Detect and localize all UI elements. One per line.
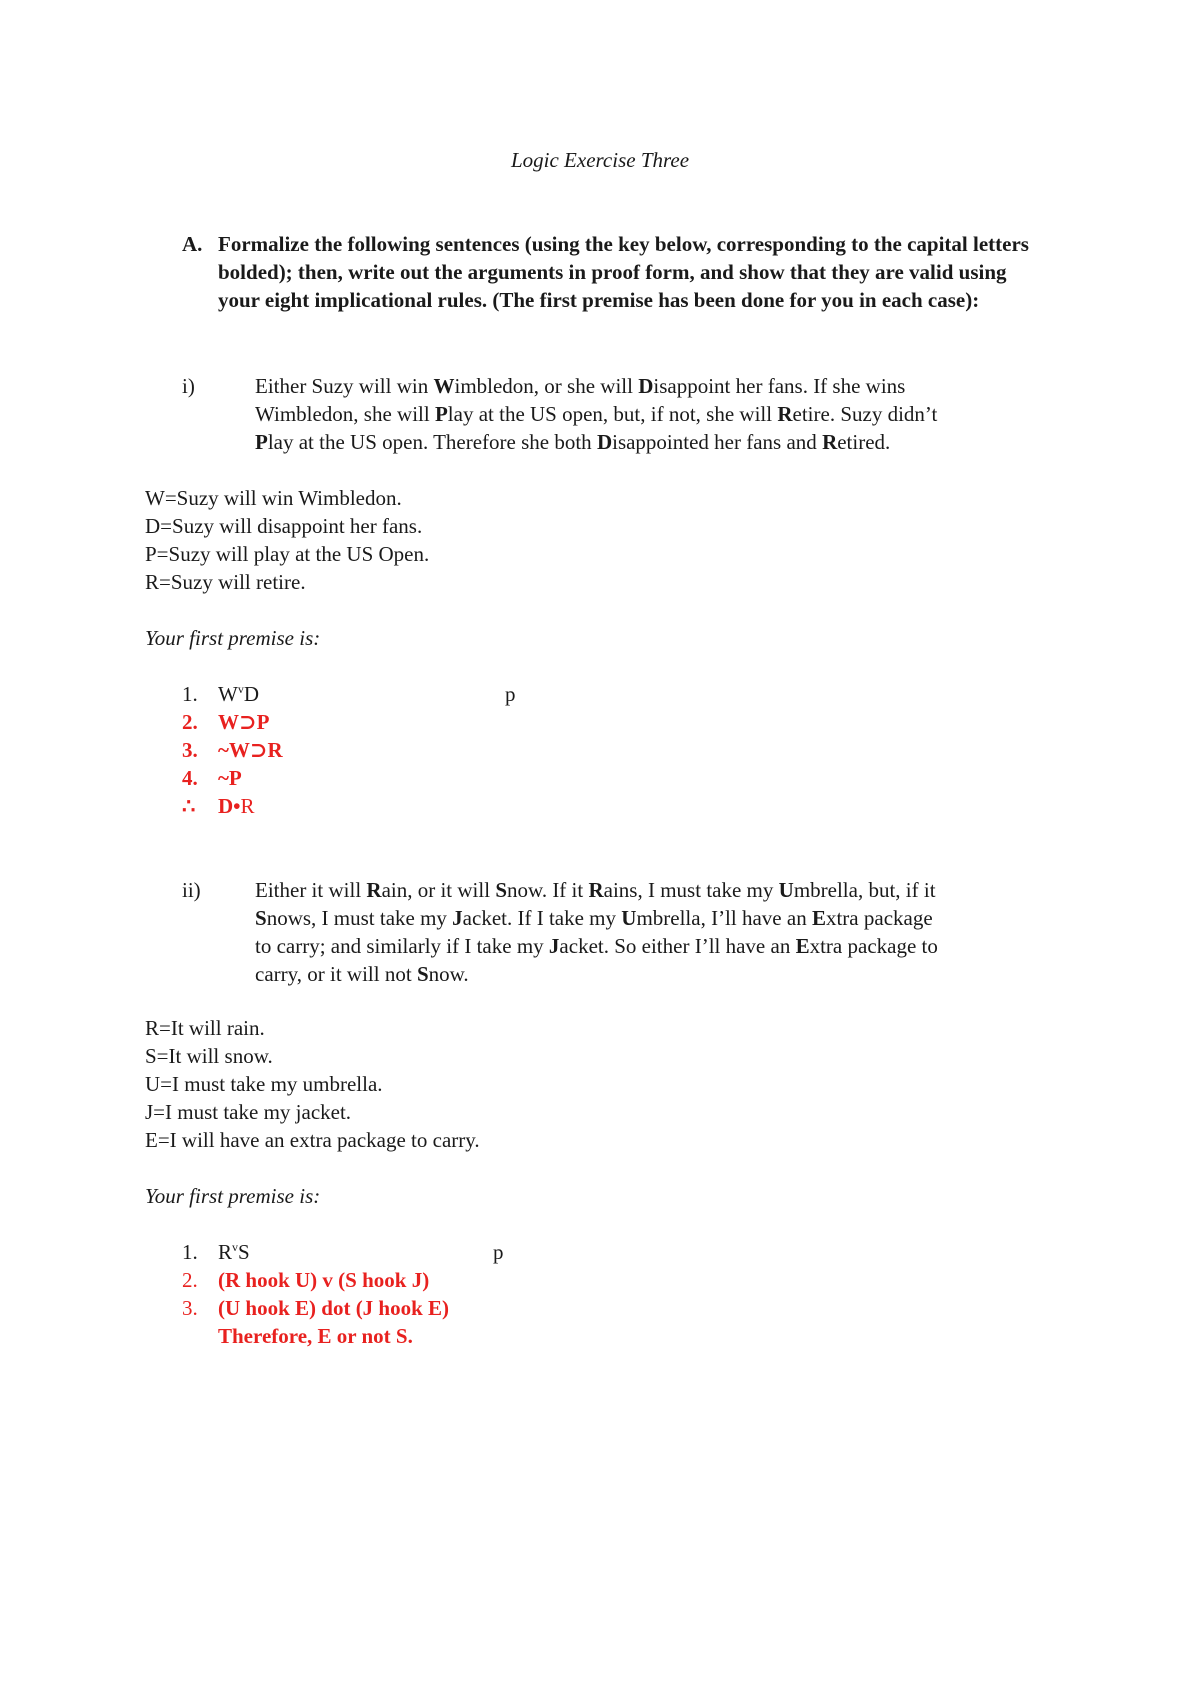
proof-step: (U hook E) dot (J hook E) [218, 1296, 450, 1320]
proof-step: (R hook U) v (S hook J) [218, 1268, 430, 1292]
exercise-2-label: ii) [182, 878, 201, 902]
therefore-symbol: ∴ [182, 794, 196, 818]
exercise-2-text [255, 876, 1055, 988]
proof-step: ~W⊃R [218, 738, 283, 762]
section-label: A. [182, 232, 203, 256]
key-entry: P=Suzy will play at the US Open. [145, 542, 430, 566]
proof-premise: $W^vD$ [218, 682, 259, 706]
proof-line-number: 2. [182, 1268, 198, 1292]
key-entry: R=Suzy will retire. [145, 570, 306, 594]
exercise-2-line: to carry; and similarly if I take my Jacket. So either I’ll have an Extra package to [255, 934, 938, 958]
exercise-2-line: Snows, I must take my Jacket. If I take my Umbrella, I’ll have an Extra package [255, 906, 933, 930]
premise-prompt: Your first premise is: [145, 1184, 321, 1208]
proof-line-number: 2. [182, 710, 198, 734]
premise-marker: p [505, 682, 516, 706]
exercise-1-line: Either Suzy will win Wimbledon, or she will Disappoint her fans. If she wins [255, 374, 906, 398]
exercise-1-text [255, 372, 1055, 456]
key-entry: W=Suzy will win Wimbledon. [145, 486, 402, 510]
key-entry: J=I must take my jacket. [145, 1100, 352, 1124]
exercise-1-line: Wimbledon, she will Play at the US open, but, if not, she will Retire. Suzy didn’t [255, 402, 938, 426]
key-entry: S=It will snow. [145, 1044, 273, 1068]
exercise-2-line: Either it will Rain, or it will Snow. If it Rains, I must take my Umbrella, but, if it [255, 878, 936, 902]
exercise-2-line: carry, or it will not Snow. [255, 962, 469, 986]
key-entry: E=I will have an extra package to carry. [145, 1128, 480, 1152]
proof-premise: $R^vS$ [218, 1240, 250, 1264]
key-entry: D=Suzy will disappoint her fans. [145, 514, 423, 538]
proof-conclusion: D•R [218, 794, 255, 818]
proof-step: W⊃P [218, 710, 270, 734]
exercise-1-line: Play at the US open. Therefore she both Disappointed her fans and Retired. [255, 430, 891, 454]
proof-line-number: 4. [182, 766, 198, 790]
premise-marker: p [493, 1240, 504, 1264]
key-entry: R=It will rain. [145, 1016, 265, 1040]
exercise-1-label: i) [182, 374, 195, 398]
proof-step: ~P [218, 766, 242, 790]
proof-line-number: 1. [182, 682, 198, 706]
proof-line-number: 3. [182, 738, 198, 762]
proof-line-number: 1. [182, 1240, 198, 1264]
proof-conclusion: Therefore, E or not S. [218, 1324, 413, 1348]
key-entry: U=I must take my umbrella. [145, 1072, 383, 1096]
premise-prompt: Your first premise is: [145, 626, 321, 650]
document-title: Logic Exercise Three [510, 148, 690, 172]
section-instructions: Formalize the following sentences (using the key below, corresponding to the capital letters bolded); then, write out the arguments in proof form, and show that they are valid using your eight implicational rules. (The first premise has been done for you in each case): [218, 232, 1029, 312]
proof-line-number: 3. [182, 1296, 198, 1320]
